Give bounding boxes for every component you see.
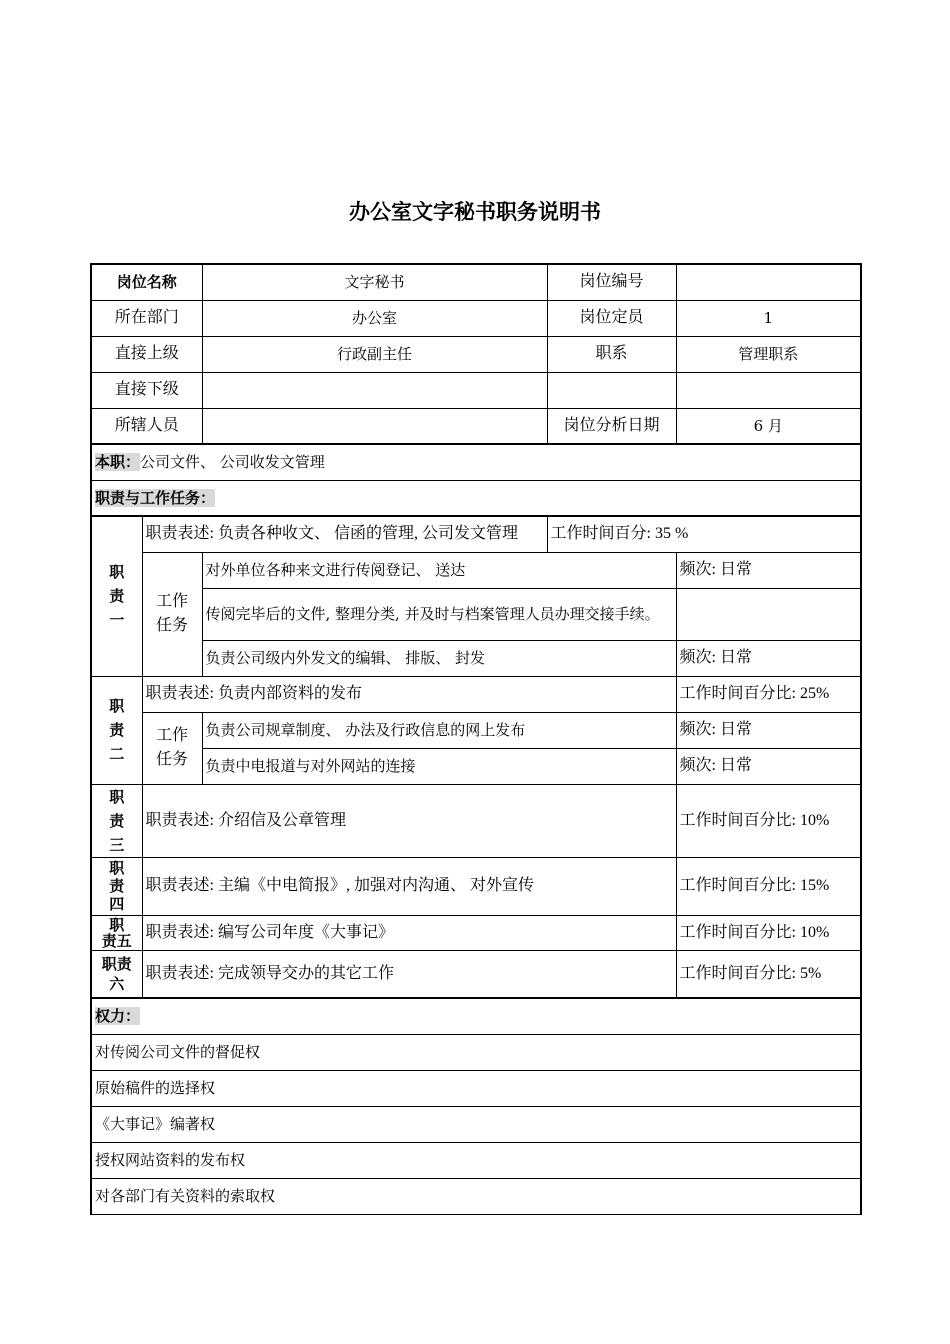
duty5-description: 职责表述: 编写公司年度《大事记》	[142, 915, 676, 950]
value-job-family: 管理职系	[676, 336, 861, 372]
power-item-2: 原始稿件的选择权	[91, 1070, 861, 1106]
value-headcount: 1	[676, 300, 861, 336]
duties-heading: 职责与工作任务：	[95, 488, 216, 507]
duty2-desc-row	[91, 676, 861, 712]
duty5-row	[91, 915, 861, 950]
power-row	[91, 1178, 861, 1214]
value-staff	[202, 408, 547, 444]
value-supervisor: 行政副主任	[202, 336, 547, 372]
duty1-task-3-frequency: 频次: 日常	[676, 640, 861, 676]
duty6-label: 职责 六	[91, 950, 142, 998]
duty6-percent: 工作时间百分比: 5%	[676, 950, 861, 998]
value-analysis-date: 6 月	[676, 408, 861, 444]
label-supervisor: 直接上级	[91, 336, 202, 372]
duty1-task-row	[91, 588, 861, 640]
duty6-description: 职责表述: 完成领导交办的其它工作	[142, 950, 676, 998]
duty2-task-label: 工作 任务	[142, 712, 202, 784]
duties-heading-row	[91, 480, 861, 516]
info-row-subordinate	[91, 372, 861, 408]
duty1-task-row	[91, 640, 861, 676]
duty1-task-row	[91, 552, 861, 588]
job-description-table	[90, 263, 862, 1215]
duty1-task-2: 传阅完毕后的文件, 整理分类, 并及时与档案管理人员办理交接手续。	[202, 588, 676, 640]
power-item-1: 对传阅公司文件的督促权	[91, 1034, 861, 1070]
duty1-task-label: 工作 任务	[142, 552, 202, 676]
value-empty	[676, 372, 861, 408]
info-row-department	[91, 300, 861, 336]
value-subordinate	[202, 372, 547, 408]
duty2-task-row	[91, 748, 861, 784]
duty1-task-2-frequency	[676, 588, 861, 640]
duty3-row	[91, 784, 861, 857]
label-empty	[547, 372, 676, 408]
power-item-5: 对各部门有关资料的索取权	[91, 1178, 861, 1214]
primary-duty-label: 本职：	[95, 453, 141, 472]
value-position-name: 文字秘书	[202, 264, 547, 300]
document-title: 办公室文字秘书职务说明书	[349, 200, 601, 224]
duty2-description: 职责表述: 负责内部资料的发布	[142, 676, 676, 712]
power-row	[91, 1070, 861, 1106]
duty2-task-1: 负责公司规章制度、 办法及行政信息的网上发布	[202, 712, 676, 748]
power-row	[91, 1142, 861, 1178]
duty4-row	[91, 857, 861, 915]
duty1-description: 职责表述: 负责各种收文、 信函的管理, 公司发文管理	[142, 516, 547, 552]
power-row	[91, 1106, 861, 1142]
label-analysis-date: 岗位分析日期	[547, 408, 676, 444]
value-position-code	[676, 264, 861, 300]
power-heading: 权力：	[95, 1007, 141, 1026]
duty1-task-1-frequency: 频次: 日常	[676, 552, 861, 588]
duty1-label: 职 责 一	[91, 516, 142, 676]
info-row-position	[91, 264, 861, 300]
power-row	[91, 1034, 861, 1070]
primary-duty-row	[91, 444, 861, 480]
duty2-task-row	[91, 712, 861, 748]
duty4-percent: 工作时间百分比: 15%	[676, 857, 861, 915]
power-item-3: 《大事记》编著权	[91, 1106, 861, 1142]
label-headcount: 岗位定员	[547, 300, 676, 336]
duty5-percent: 工作时间百分比: 10%	[676, 915, 861, 950]
power-heading-row	[91, 998, 861, 1034]
primary-duty-text: 公司文件、 公司收发文管理	[140, 453, 325, 472]
duty3-label: 职 责 三	[91, 784, 142, 857]
duty1-task-1: 对外单位各种来文进行传阅登记、 送达	[202, 552, 676, 588]
label-position-code: 岗位编号	[547, 264, 676, 300]
label-job-family: 职系	[547, 336, 676, 372]
info-row-supervisor	[91, 336, 861, 372]
duty5-label: 职 责五	[91, 915, 142, 950]
duty2-percent: 工作时间百分比: 25%	[676, 676, 861, 712]
duty1-desc-row	[91, 516, 861, 552]
value-department: 办公室	[202, 300, 547, 336]
label-position-name: 岗位名称	[91, 264, 202, 300]
label-staff: 所辖人员	[91, 408, 202, 444]
duty1-percent: 工作时间百分: 35 %	[547, 516, 861, 552]
duty2-task-2-frequency: 频次: 日常	[676, 748, 861, 784]
label-subordinate: 直接下级	[91, 372, 202, 408]
duty4-description: 职责表述: 主编《中电简报》, 加强对内沟通、 对外宣传	[142, 857, 676, 915]
duty1-task-3: 负责公司级内外发文的编辑、 排版、 封发	[202, 640, 676, 676]
info-row-staff	[91, 408, 861, 444]
duty4-label: 职 责 四	[91, 857, 142, 915]
duty3-percent: 工作时间百分比: 10%	[676, 784, 861, 857]
duty2-task-1-frequency: 频次: 日常	[676, 712, 861, 748]
duty2-task-2: 负责中电报道与对外网站的连接	[202, 748, 676, 784]
duty3-description: 职责表述: 介绍信及公章管理	[142, 784, 676, 857]
duty2-label: 职 责 二	[91, 676, 142, 784]
power-item-4: 授权网站资料的发布权	[91, 1142, 861, 1178]
label-department: 所在部门	[91, 300, 202, 336]
duty6-row	[91, 950, 861, 998]
